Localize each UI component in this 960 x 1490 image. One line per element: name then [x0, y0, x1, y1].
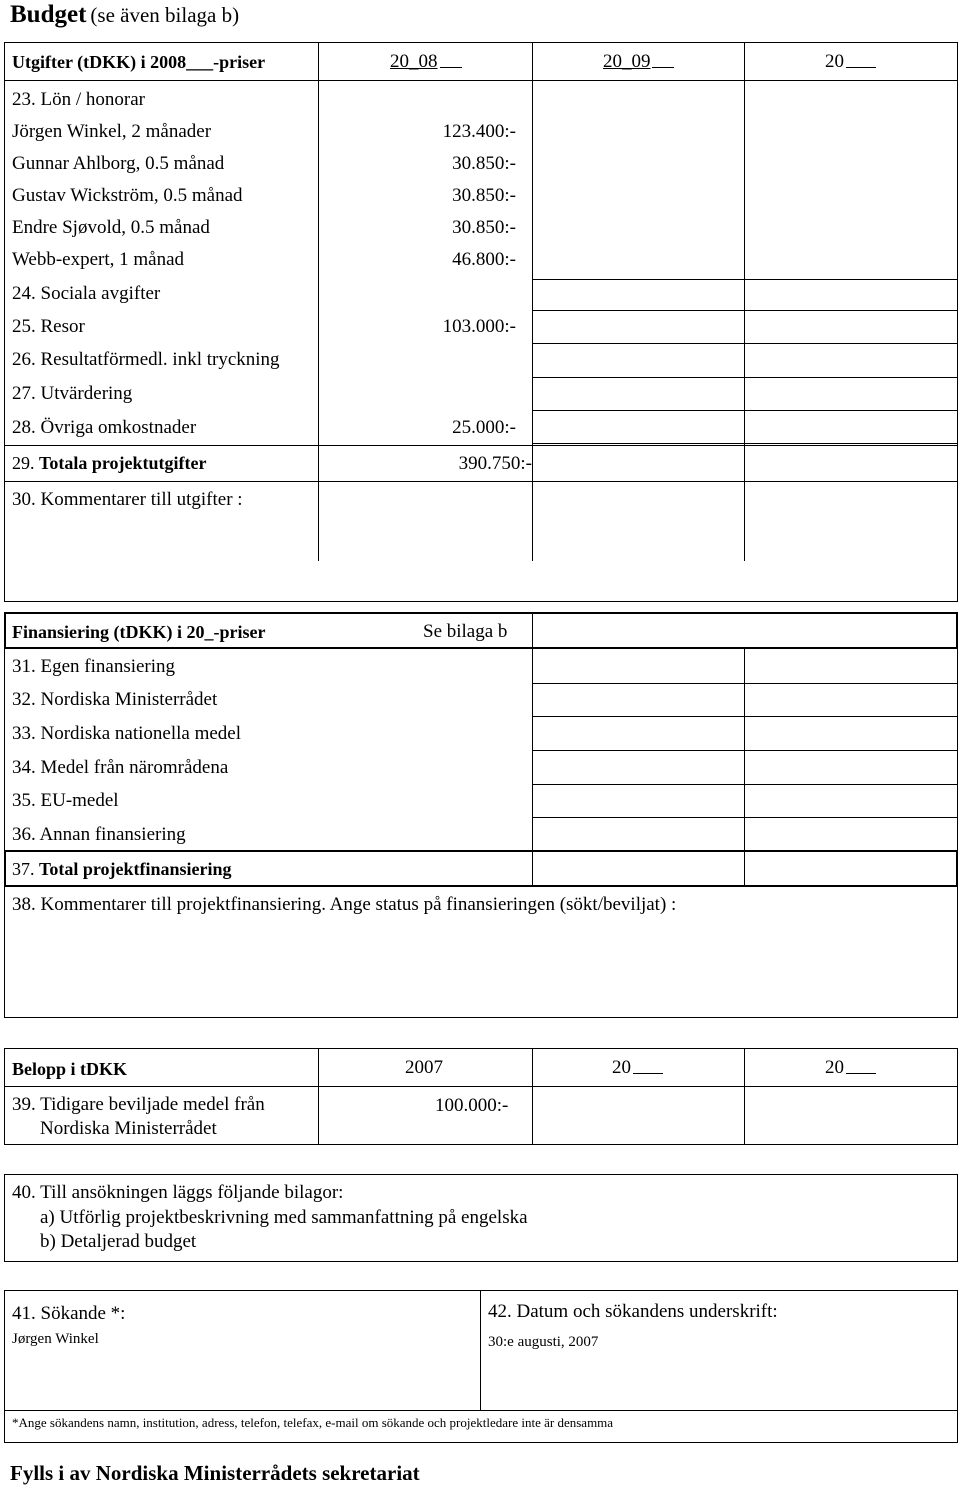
financing-row: 31. Egen finansiering [12, 656, 176, 677]
financing-col-divider [532, 612, 533, 886]
expense-row-label: 26. Resultatförmedl. inkl tryckning [12, 349, 280, 370]
belopp-header: Belopp i tDKK [12, 1059, 128, 1079]
belopp-col-divider [318, 1048, 319, 1145]
financing-row: 34. Medel från närområdena [12, 757, 229, 778]
expense-row-label: 27. Utvärdering [12, 383, 133, 404]
date-signature-label: 42. Datum och sökandens underskrift: [488, 1301, 778, 1322]
expenses-col1-header: 20_08 [390, 51, 438, 72]
expenses-col2-header: 20_09 [603, 51, 651, 72]
underline-blank [846, 52, 876, 68]
underline-blank [440, 52, 462, 68]
underline-blank [846, 1058, 876, 1074]
expenses-row-divider [532, 310, 958, 311]
expense-row-label: 24. Sociala avgifter [12, 283, 161, 304]
financing-header: Finansiering (tDKK) i 20_-priser [12, 622, 266, 642]
underline-blank [633, 1058, 663, 1074]
belopp-col3-header: 20 [825, 1057, 844, 1078]
expenses-total-label [12, 454, 206, 472]
financing-total-num: 37. [12, 859, 35, 879]
financing-row: 32. Nordiska Ministerrådet [12, 689, 218, 710]
financing-row: 33. Nordiska nationella medel [12, 723, 241, 744]
expenses-col-divider [532, 42, 533, 561]
expenses-total-value: 390.750:- [458, 453, 532, 474]
expense-row-value: 30.850:- [452, 153, 516, 174]
expense-row-label: 25. Resor [12, 316, 85, 337]
expenses-col-divider [318, 42, 319, 561]
belopp-header-divider [4, 1086, 958, 1087]
expenses-total-text: Totala projektutgifter [39, 453, 207, 473]
expense-row-label: Webb-expert, 1 månad [12, 249, 185, 270]
expenses-total-num: 29. [12, 453, 35, 473]
expenses-row-divider [532, 443, 958, 444]
expenses-row-divider [532, 279, 958, 280]
belopp-col-divider [744, 1048, 745, 1145]
secretariat-heading: Fylls i av Nordiska Ministerrådets sekretariat [10, 1461, 420, 1485]
expenses-comment-label: 30. Kommentarer till utgifter : [12, 489, 243, 510]
financing-comment-label: 38. Kommentarer till projektfinansiering. Ange status på finansieringen (sökt/beviljat) : [12, 894, 677, 915]
expense-row-value: 103.000:- [442, 316, 516, 337]
expense-row-value: 25.000:- [452, 417, 516, 438]
financing-row-divider [532, 784, 958, 785]
expense-row-value: 46.800:- [452, 249, 516, 270]
expense-row-label: Endre Sjøvold, 0.5 månad [12, 217, 210, 238]
expenses-header-divider [4, 80, 958, 81]
financing-row: 36. Annan finansiering [12, 824, 186, 845]
title-main: Budget [10, 1, 87, 28]
expenses-col-divider [744, 42, 745, 561]
financing-total-label [12, 860, 232, 878]
financing-total-text: Total projektfinansiering [39, 859, 232, 879]
financing-row-divider [532, 817, 958, 818]
attachment-item: b) Detaljerad budget [40, 1231, 197, 1252]
expenses-total-divider [4, 481, 958, 482]
belopp-col1-header: 2007 [405, 1057, 443, 1078]
applicant-footnote: *Ange sökandens namn, institution, adress, telefon, telefax, e-mail om sökande och projektledare inte är densamma [12, 1415, 614, 1430]
page-title [10, 2, 239, 27]
title-suffix: (se även bilaga b) [90, 3, 240, 27]
expense-row-label: 28. Övriga omkostnader [12, 417, 197, 438]
expenses-row-divider [532, 410, 958, 411]
expense-row-label: Gustav Wickström, 0.5 månad [12, 185, 243, 206]
belopp-col-divider [532, 1048, 533, 1145]
financing-row: 35. EU-medel [12, 790, 119, 811]
expenses-col3-header: 20 [825, 51, 844, 72]
expense-row-value: 30.850:- [452, 185, 516, 206]
expenses-header: Utgifter (tDKK) i 2008___-priser [12, 52, 266, 72]
expense-row-value: 123.400:- [442, 121, 516, 142]
application-date: 30:e augusti, 2007 [488, 1334, 599, 1350]
financing-header-note: Se bilaga b [423, 621, 508, 642]
applicant-label: 41. Sökande *: [12, 1303, 126, 1324]
applicant-name: Jørgen Winkel [12, 1331, 99, 1347]
expenses-total-divider [4, 445, 958, 446]
belopp-row-value: 100.000:- [435, 1095, 509, 1116]
expense-row-label: Jörgen Winkel, 2 månader [12, 121, 212, 142]
expenses-row-divider [532, 377, 958, 378]
belopp-row-label-2: Nordiska Ministerrådet [40, 1118, 217, 1139]
financing-row-divider [532, 716, 958, 717]
financing-row-divider [532, 750, 958, 751]
applicant-col-divider [480, 1290, 481, 1410]
underline-blank [652, 52, 674, 68]
expense-row-label: 23. Lön / honorar [12, 89, 145, 110]
belopp-col2-header: 20 [612, 1057, 631, 1078]
attachments-heading: 40. Till ansökningen läggs följande bilagor: [12, 1182, 344, 1203]
financing-row-divider [532, 683, 958, 684]
expenses-row-divider [532, 343, 958, 344]
expense-row-label: Gunnar Ahlborg, 0.5 månad [12, 153, 225, 174]
belopp-row-label-1: 39. Tidigare beviljade medel från [12, 1094, 265, 1115]
expense-row-value: 30.850:- [452, 217, 516, 238]
applicant-footnote-divider [4, 1410, 958, 1411]
attachment-item: a) Utförlig projektbeskrivning med sammanfattning på engelska [40, 1207, 528, 1228]
